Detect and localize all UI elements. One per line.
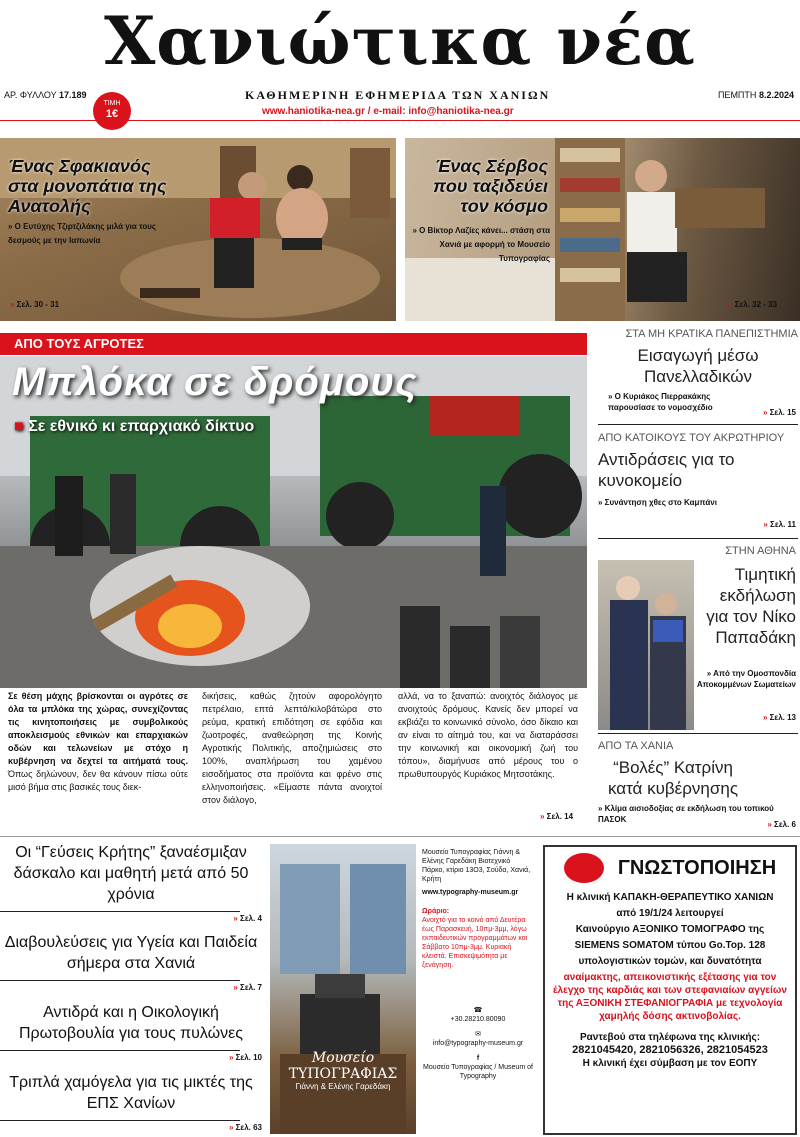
brief-headline[interactable]: Αντιδρά και η Οικολογική Πρωτοβουλία για τους πυλώνες (18, 1004, 244, 1042)
sidebar-sub: » Από την Ομοσπονδία Αποκομμένων Σωματείων (696, 669, 796, 689)
sidebar-headline[interactable]: Εισαγωγή μέσω Πανελλαδικών (637, 346, 759, 386)
museum-founders: Γιάννη & Ελένης Γαρεδάκη (295, 1082, 391, 1091)
issue-info: ΑΡ. ΦΥΛΛΟΥ 17.189 (4, 90, 87, 100)
masthead-title: Χανιώτικα νέα (104, 2, 696, 80)
page-ref[interactable]: » Σελ. 63 (228, 1123, 262, 1132)
story-sub: » Ο Ευτύχης Τζιρτζιλάκης μιλά για τους δεσμούς με την Ιαπωνία (8, 222, 157, 245)
sidebar-story-2[interactable] (598, 432, 798, 529)
notice-line: Καινούργιο ΑΞΟΝΙΚΟ ΤΟΜΟΓΡΑΦΟ της (575, 924, 765, 935)
divider (0, 1120, 240, 1121)
museum-info (422, 848, 534, 1081)
museum-address: Μουσείο Τυπογραφίας Γιάννη & Ελένης Γαρεδάκη Βιοτεχνικό Πάρκο, κτίριο 13Ο3, Σούδα, Χανιά, Κρήτη (422, 849, 531, 883)
divider (0, 980, 240, 981)
museum-hours: Ανοιχτό για το κοινό από Δευτέρα έως Παρασκευή, 10πμ-3μμ, λόγω εκπαιδευτικών προγραμμάτων και Σάββατο 10πμ-3μμ. Κυριακή κλειστά. Επισκεψιμότητα με ξενάγηση. (422, 917, 528, 969)
page-ref[interactable]: » Σελ. 15 (762, 408, 796, 417)
brief-item[interactable] (0, 932, 262, 992)
notice-line: αναίμακτης, απεικονιστικής εξέτασης για τον έλεγχο της καρδιάς και των στεφανιαίων αγγείων της ΑΞΟΝΙΚΗ ΣΤΕΦΑΝΙΟΓΡΑΦΙΑ με τεχνολογία χαμηλής δόσης ακτινοβολίας. (553, 972, 787, 1022)
sidebar-kicker: ΑΠΟ ΚΑΤΟΙΚΟΥΣ ΤΟΥ ΑΚΡΩΤΗΡΙΟΥ (598, 432, 785, 444)
page-ref[interactable]: » Σελ. 10 (228, 1053, 262, 1062)
email-icon: ✉ (475, 1031, 481, 1038)
lead-column-2: δικήσεις, καθώς ζητούν αφορολόγητο πετρέλαιο, επτά λεπτά/κιλοβάτώρα στο ρεύμα, κρατική επιδότηση σε εφόδια και ζωοτροφές, αναθεώρηση της Κοινής Αγροτικής Πολιτικής, αποζημιώσεις στο 100%, αναπλήρωση του χαμένου εισοδήματος στα προϊόντα και φρένο στις ελληνοποιήσεις. «Είμαστε πάντα ανοιχτοί στον διάλογο, (202, 691, 382, 805)
page-ref[interactable]: » Σελ. 30 - 31 (10, 300, 60, 309)
lead-band: ΑΠΟ ΤΟΥΣ ΑΓΡΟΤΕΣ (0, 333, 587, 355)
page-ref[interactable]: » Σελ. 13 (762, 713, 796, 722)
brief-item[interactable] (0, 1072, 262, 1132)
sidebar-headline[interactable]: “Βολές” Κατρίνη κατά κυβέρνησης (607, 758, 739, 798)
sidebar-headline[interactable]: Τιμητική εκδήλωση για τον Νίκο Παπαδάκη (706, 565, 796, 647)
tagline: ΚΑΘΗΜΕΡΙΝΗ ΕΦΗΜΕΡΙΔΑ ΤΩΝ ΧΑΝΙΩΝ (245, 88, 551, 102)
sidebar-headline[interactable]: Αντιδράσεις για το κυνοκομείο (598, 450, 735, 490)
sidebar-kicker: ΣΤΑ ΜΗ ΚΡΑΤΙΚΑ ΠΑΝΕΠΙΣΤΗΜΙΑ (625, 328, 798, 340)
museum-email[interactable]: info@typography-museum.gr (432, 1040, 524, 1047)
sidebar-story-1[interactable] (598, 328, 798, 417)
divider (598, 733, 798, 734)
clinic-logo (564, 853, 604, 883)
notice-line: Η κλινική έχει σύμβαση με τον ΕΟΠΥ (582, 1058, 758, 1069)
brief-item[interactable] (0, 1002, 262, 1062)
phone-icon: ☎ (473, 1007, 483, 1014)
museum-social[interactable]: Μουσείο Τυπογραφίας / Museum of Typography (423, 1064, 533, 1080)
notice-title: ΓΝΩΣΤΟΠΟΙΗΣΗ (617, 856, 777, 879)
divider (0, 911, 240, 912)
masthead-rule (0, 120, 800, 121)
brief-headline[interactable]: Διαβουλεύσεις για Υγεία και Παιδεία σήμερα στα Χανιά (4, 934, 258, 972)
sidebar-kicker: ΣΤΗΝ ΑΘΗΝΑ (725, 545, 796, 557)
facebook-icon: f (476, 1055, 480, 1062)
brief-headline[interactable]: Τριπλά χαμόγελα για τις μικτές της ΕΠΣ Χανίων (9, 1074, 253, 1112)
notice-line: Η κλινική ΚΑΠΑΚΗ-ΘΕΡΑΠΕΥΤΙΚΟ ΧΑΝΙΩΝ (566, 892, 774, 903)
notice-line: από 19/1/24 λειτουργεί (616, 908, 724, 919)
notice-line: Ραντεβού στα τηλέφωνα της κλινικής: (579, 1032, 761, 1043)
story-kicker[interactable]: Ένας Σέρβος που ταξιδεύει τον κόσμο (433, 156, 548, 216)
lead-headline[interactable]: Μπλόκα σε δρόμους (12, 360, 418, 404)
notice-line: SIEMENS SOMATOM τύπου Go.Top. 128 (574, 940, 766, 951)
story-kicker[interactable]: Ένας Σφακιανός στα μονοπάτια της Ανατολής (8, 156, 167, 216)
museum-logo (270, 1050, 416, 1091)
museum-name-script: Μουσείο (311, 1050, 375, 1066)
page-ref[interactable]: » Σελ. 7 (233, 983, 262, 992)
sidebar-sub: » Συνάντηση χθες στο Καμπάνι (598, 498, 717, 507)
page-ref[interactable]: » Σελ. 32 - 33 (728, 300, 778, 309)
divider (0, 1050, 240, 1051)
page-ref[interactable]: » Σελ. 4 (233, 914, 262, 923)
sidebar-story-4[interactable] (598, 740, 798, 829)
price-badge: ΤΙΜΗ 1€ (93, 92, 131, 130)
sidebar-kicker: ΑΠΟ ΤΑ ΧΑΝΙΑ (598, 740, 674, 752)
museum-name: ΤΥΠΟΓΡΑΦΙΑΣ (288, 1066, 398, 1082)
brief-item[interactable] (0, 842, 262, 923)
hours-label: Ωράριο: (422, 908, 450, 915)
page-ref[interactable]: » Σελ. 11 (763, 520, 796, 529)
clinic-notice[interactable] (543, 845, 797, 1135)
sidebar-sub: » Ο Κυριάκος Πιερρακάκης παρουσίασε το νομοσχέδιο (608, 392, 713, 412)
lead-column-1: Σε θέση μάχης βρίσκονται οι αγρότες σε όλα τα μπλόκα της χώρας, συνεχίζοντας τις κινητοποιήσεις με συμβολικούς αποκλεισμούς εθνικών και επαρχιακών οδών και τελωνείων με στόχο η κυβέρνηση να δεχτεί τα αιτήματά τους. Όπως δηλώνουν, δεν θα κάνουν πίσω ούτε μισό βήμα στις βασικές τους διεκ- (8, 691, 188, 792)
divider (598, 424, 798, 425)
contact-line[interactable]: www.haniotika-nea.gr / e-mail: info@haniotika-nea.gr (262, 106, 514, 117)
notice-phones[interactable]: 2821045420, 2821056326, 2821054523 (572, 1044, 768, 1056)
sidebar-sub: » Κλίμα αισιοδοξίας σε εκδήλωση του τοπικού ΠΑΣΟΚ (598, 804, 774, 824)
award-ceremony-photo[interactable] (598, 560, 694, 730)
divider (598, 538, 798, 539)
farmers-blockade-photo[interactable] (0, 356, 587, 688)
museum-web[interactable]: www.typography-museum.gr (422, 889, 519, 896)
lead-subhead: ■ Σε εθνικό κι επαρχιακό δίκτυο (14, 418, 255, 435)
section-divider (0, 836, 800, 837)
story-sub: » Ο Βίκτορ Λαζίες κάνει... στάση στα Χανιά με αφορμή το Μουσείο Τυπογραφίας (412, 226, 550, 263)
museum-phone[interactable]: +30.28210.80090 (450, 1016, 506, 1023)
page-ref[interactable]: » Σελ. 6 (767, 820, 796, 829)
page-ref[interactable]: » Σελ. 14 (540, 812, 574, 821)
issue-date: ΠΕΜΠΤΗ 8.2.2024 (717, 90, 794, 100)
notice-line: υπολογιστικών τομών, και δυνατότητα (578, 956, 762, 967)
lead-column-3: αλλά, να το ξαναπώ: ανοιχτός διάλογος με ανοιχτούς δρόμους. Κανείς δεν μπορεί να εκβιάζει το κοινωνικό σύνολο, όσο δίκαιο και αν είναι το αίτημά του, και να διαταράσσει την κοινωνική και οικονομική ζωή του τόπου», διαμήνυσε από μέρους του ο πρωθυπουργός Κυριάκος Μητσοτάκης. (398, 691, 578, 779)
brief-headline[interactable]: Οι “Γεύσεις Κρήτης” ξαναέσμιξαν δάσκαλο και μαθητή μετά από 50 χρόνια (13, 844, 249, 903)
